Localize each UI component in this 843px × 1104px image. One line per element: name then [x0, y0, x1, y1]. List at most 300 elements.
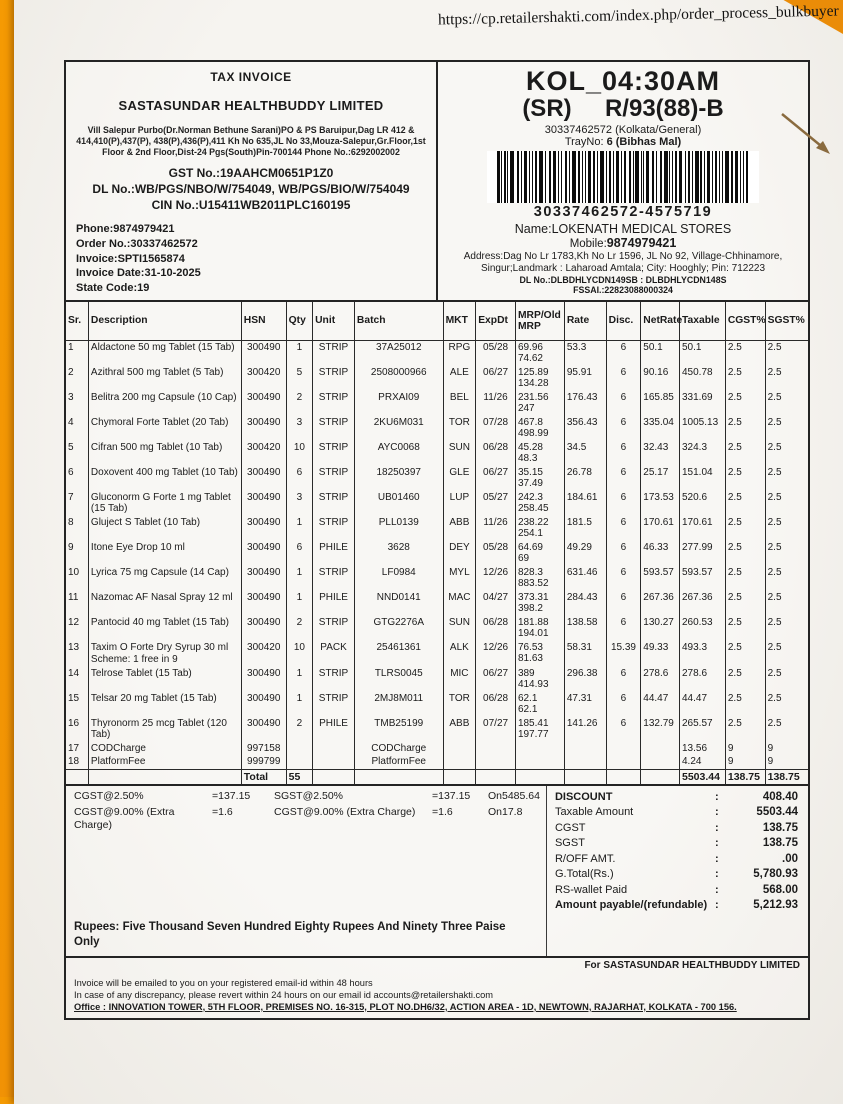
cell-sgst: 2.5	[765, 340, 808, 366]
cell-cgst: 2.5	[725, 416, 765, 441]
cell-mkt: TOR	[443, 416, 476, 441]
item-row-11	[66, 591, 808, 616]
signature-line: For SASTASUNDAR HEALTHBUDDY LIMITED	[584, 959, 800, 971]
cell-netrate: 173.53	[641, 491, 680, 516]
cell-disc: 6	[606, 416, 641, 441]
cell-cgst: 2.5	[725, 466, 765, 491]
cell-mrp: 231.56 247	[515, 391, 564, 416]
col-header-mkt: MKT	[443, 302, 476, 340]
cell-netrate: 46.33	[641, 541, 680, 566]
total-line-taxable-amount	[555, 806, 798, 818]
colon-separator: :	[714, 883, 719, 896]
total-line-value: 408.40	[762, 790, 798, 803]
cell-sgst: 2.5	[765, 566, 808, 591]
cell-unit: STRIP	[313, 340, 355, 366]
cell-batch: AYC0068	[354, 441, 443, 466]
tray-label: TrayNo:	[564, 136, 607, 148]
cell-sr: 2	[68, 366, 74, 378]
cell-mkt	[443, 755, 476, 769]
total-line-value: 138.75	[762, 821, 798, 834]
cell-sgst: 2.5	[765, 692, 808, 717]
cell-mkt	[443, 742, 476, 756]
tax-breakdown-block	[66, 786, 546, 956]
cell-desc: Gluconorm G Forte 1 mg Tablet (15 Tab)	[88, 491, 241, 516]
cell-hsn: 300490	[241, 717, 286, 742]
cell-mrp: 35.15 37.49	[515, 466, 564, 491]
total-qty: 55	[286, 769, 312, 784]
cell-taxable: 170.61	[680, 516, 726, 541]
cell-qty: 1	[286, 692, 312, 717]
cell-batch: 3628	[354, 541, 443, 566]
total-line-label: CGST	[554, 821, 586, 834]
invoice-border-box	[64, 60, 810, 1020]
cell-disc: 6	[606, 516, 641, 541]
cell-unit: STRIP	[313, 416, 355, 441]
cell-mrp: 62.1 62.1	[515, 692, 564, 717]
total-line-rs-wallet-paid	[555, 884, 798, 896]
cell-desc: Cifran 500 mg Tablet (10 Tab)	[88, 441, 241, 466]
colon-separator: :	[714, 821, 719, 834]
cell-mkt: MYL	[443, 566, 476, 591]
tax-breakdown-item: =1.6	[432, 806, 453, 819]
cell-netrate: 44.47	[641, 692, 680, 717]
cell-cgst: 2.5	[725, 391, 765, 416]
cell-netrate: 267.36	[641, 591, 680, 616]
cell-rate: 184.61	[564, 491, 606, 516]
cell-batch: CODCharge	[354, 742, 443, 756]
cell-sr: 4	[68, 416, 74, 428]
total-line-label: G.Total(Rs.)	[554, 868, 614, 881]
summary-section	[66, 784, 808, 956]
cell-qty: 1	[286, 516, 312, 541]
cell-mrp: 828.3 883.52	[515, 566, 564, 591]
cell-cgst: 2.5	[725, 717, 765, 742]
col-header-sr-: Sr.	[66, 302, 88, 340]
cell-empty	[476, 769, 516, 784]
cell-netrate: 130.27	[641, 616, 680, 641]
cell-sr: 10	[68, 566, 80, 578]
cell-batch: NND0141	[354, 591, 443, 616]
tax-breakdown-item: CGST@9.00% (Extra Charge)	[74, 806, 175, 831]
cell-desc: CODCharge	[88, 742, 241, 756]
cell-cgst: 2.5	[725, 366, 765, 391]
cell-exp: 12/26	[476, 566, 516, 591]
cell-mkt: ALE	[443, 366, 476, 391]
item-row-12	[66, 616, 808, 641]
cell-exp: 11/26	[476, 516, 516, 541]
cell-netrate	[641, 755, 680, 769]
cell-unit	[313, 742, 355, 756]
col-header-sgst-: SGST%	[765, 302, 808, 340]
colon-separator: :	[714, 837, 719, 850]
total-line-value: 5,212.93	[753, 899, 798, 912]
cell-taxable: 44.47	[680, 692, 726, 717]
cell-mrp: 64.69 69	[515, 541, 564, 566]
cell-netrate	[641, 742, 680, 756]
cell-desc: Doxovent 400 mg Tablet (10 Tab)	[88, 466, 241, 491]
cell-empty	[313, 769, 355, 784]
total-label: Total	[241, 769, 286, 784]
barcode-image	[487, 151, 759, 203]
cell-desc: Chymoral Forte Tablet (20 Tab)	[88, 416, 241, 441]
cell-mrp: 373.31 398.2	[515, 591, 564, 616]
cell-taxable: 520.6	[680, 491, 726, 516]
cell-hsn: 300490	[241, 566, 286, 591]
tax-invoice-title: TAX INVOICE	[210, 70, 292, 84]
cell-unit: STRIP	[313, 366, 355, 391]
cell-netrate: 170.61	[641, 516, 680, 541]
cell-cgst: 2.5	[725, 566, 765, 591]
cell-mrp: 185.41 197.77	[515, 717, 564, 742]
cell-exp: 05/27	[476, 491, 516, 516]
barcode-number: 30337462572-4575719	[533, 204, 713, 220]
item-row-15	[66, 692, 808, 717]
cell-sgst: 2.5	[765, 717, 808, 742]
cell-batch: 2MJ8M011	[354, 692, 443, 717]
totals-block	[546, 786, 808, 956]
cell-rate: 296.38	[564, 667, 606, 692]
cell-empty	[641, 769, 680, 784]
cell-disc: 6	[606, 466, 641, 491]
total-line-sgst	[555, 837, 798, 849]
cell-rate: 34.5	[564, 441, 606, 466]
cell-disc: 6	[606, 566, 641, 591]
cell-qty: 10	[286, 641, 312, 667]
cell-disc: 6	[606, 391, 641, 416]
customer-mobile	[438, 236, 808, 250]
cell-hsn: 300490	[241, 340, 286, 366]
item-row-6	[66, 466, 808, 491]
cell-batch: PlatformFee	[354, 755, 443, 769]
total-line-label: SGST	[554, 837, 585, 850]
colon-separator: :	[714, 806, 719, 819]
cell-disc	[606, 755, 641, 769]
invoice-paper	[14, 0, 843, 1104]
cell-batch: 25461361	[354, 641, 443, 667]
cell-rate	[564, 742, 606, 756]
cell-qty: 10	[286, 441, 312, 466]
cell-desc: Belitra 200 mg Capsule (10 Cap)	[88, 391, 241, 416]
cell-unit: STRIP	[313, 667, 355, 692]
total-line-label: Taxable Amount	[554, 806, 634, 819]
customer-fssai: FSSAI.:22823088000324	[573, 285, 673, 296]
shipping-label-block	[438, 62, 808, 300]
total-line-label: RS-wallet Paid	[554, 883, 628, 896]
cell-hsn: 300490	[241, 591, 286, 616]
cell-sr: 3	[68, 391, 74, 403]
cell-mkt: SUN	[443, 616, 476, 641]
item-row-16	[66, 717, 808, 742]
seller-cin: CIN No.:U15411WB2011PLC160195	[151, 197, 351, 212]
cell-desc: Telsar 20 mg Tablet (15 Tab)	[88, 692, 241, 717]
invoice-footer	[66, 956, 808, 1018]
item-row-10	[66, 566, 808, 591]
total-line-cgst	[555, 822, 798, 834]
tax-breakdown-grid	[74, 790, 540, 832]
cell-desc: Aldactone 50 mg Tablet (15 Tab)	[88, 340, 241, 366]
cell-qty: 2	[286, 616, 312, 641]
cell-hsn: 300490	[241, 541, 286, 566]
tax-breakdown-item: =137.15	[432, 789, 471, 802]
cell-qty	[286, 755, 312, 769]
cell-unit: STRIP	[313, 516, 355, 541]
cell-sr: 1	[68, 341, 74, 353]
tax-breakdown-item: On17.8	[488, 806, 523, 819]
cell-sgst: 9	[765, 755, 808, 769]
cell-hsn: 300490	[241, 391, 286, 416]
cell-exp	[476, 742, 516, 756]
cell-batch: TMB25199	[354, 717, 443, 742]
cell-taxable: 50.1	[680, 340, 726, 366]
cell-batch: GTG2276A	[354, 616, 443, 641]
cell-sgst: 2.5	[765, 391, 808, 416]
cell-disc	[606, 742, 641, 756]
cell-desc: Thyronorm 25 mcg Tablet (120 Tab)	[88, 717, 241, 742]
browser-print-url: https://cp.retailershakti.com/index.php/order_process_bulkbuyer	[438, 2, 840, 29]
total-line-r-off-amt-	[555, 853, 798, 865]
cell-disc: 6	[606, 366, 641, 391]
cell-qty: 2	[286, 391, 312, 416]
cell-mkt: TOR	[443, 692, 476, 717]
cell-taxable: 450.78	[680, 366, 726, 391]
cell-empty	[66, 769, 88, 784]
cell-cgst: 2.5	[725, 616, 765, 641]
cell-netrate: 50.1	[641, 340, 680, 366]
cell-batch: PLL0139	[354, 516, 443, 541]
customer-dl: DL No.:DLBDHLYCDN149SB : DLBDHLYCDN148S	[519, 275, 727, 286]
cell-exp: 04/27	[476, 591, 516, 616]
cell-cgst: 2.5	[725, 667, 765, 692]
cell-exp: 06/27	[476, 667, 516, 692]
cell-rate: 356.43	[564, 416, 606, 441]
cell-rate: 138.58	[564, 616, 606, 641]
cell-unit: STRIP	[313, 566, 355, 591]
item-row-13	[66, 641, 808, 667]
items-table-header-row	[66, 302, 808, 340]
cell-hsn: 997158	[241, 742, 286, 756]
cell-desc: Gluject S Tablet (10 Tab)	[88, 516, 241, 541]
colon-separator: :	[714, 852, 719, 865]
cell-rate: 53.3	[564, 340, 606, 366]
cell-taxable: 277.99	[680, 541, 726, 566]
cell-cgst: 9	[725, 755, 765, 769]
cell-sgst: 2.5	[765, 541, 808, 566]
cell-qty: 3	[286, 416, 312, 441]
cell-sr: 9	[68, 541, 74, 553]
seller-dl: DL No.:WB/PGS/NBO/W/754049, WB/PGS/BIO/W/754049	[92, 181, 410, 196]
cell-batch: 37A25012	[354, 340, 443, 366]
col-header-unit: Unit	[313, 302, 355, 340]
footer-note-1: Invoice will be emailed to you on your registered email-id within 48 hours	[74, 977, 373, 988]
cell-desc: PlatformFee	[88, 755, 241, 769]
cell-unit: STRIP	[313, 441, 355, 466]
cell-mkt: DEY	[443, 541, 476, 566]
cell-rate: 176.43	[564, 391, 606, 416]
cell-desc: Lyrica 75 mg Capsule (14 Cap)	[88, 566, 241, 591]
col-header-cgst-: CGST%	[725, 302, 765, 340]
tax-breakdown-item: CGST@2.50%	[74, 789, 144, 802]
cell-netrate: 32.43	[641, 441, 680, 466]
cell-hsn: 300490	[241, 491, 286, 516]
cell-qty: 6	[286, 541, 312, 566]
cell-unit: STRIP	[313, 491, 355, 516]
cell-empty	[564, 769, 606, 784]
cell-sr: 5	[68, 441, 74, 453]
total-line-amount-payable-refundable-	[555, 899, 798, 911]
total-cgst: 138.75	[725, 769, 765, 784]
cell-rate: 631.46	[564, 566, 606, 591]
cell-sr: 11	[68, 591, 79, 603]
cell-hsn: 300490	[241, 616, 286, 641]
cell-qty: 1	[286, 667, 312, 692]
invoice-meta	[76, 222, 426, 296]
cell-batch: PRXAI09	[354, 391, 443, 416]
total-line-label: DISCOUNT	[554, 790, 613, 803]
cell-batch: UB01460	[354, 491, 443, 516]
cell-mkt: ABB	[443, 516, 476, 541]
cell-netrate: 335.04	[641, 416, 680, 441]
cell-sr: 6	[68, 466, 74, 478]
cell-unit: PHILE	[313, 591, 355, 616]
tray-value: 6 (Bibhas Mal)	[606, 136, 682, 148]
cell-cgst: 2.5	[725, 541, 765, 566]
cell-rate: 95.91	[564, 366, 606, 391]
item-row-5	[66, 441, 808, 466]
tax-breakdown-item: CGST@9.00% (Extra Charge)	[274, 806, 416, 819]
cell-netrate: 165.85	[641, 391, 680, 416]
cell-rate: 181.5	[564, 516, 606, 541]
cell-unit: PHILE	[313, 717, 355, 742]
tax-breakdown-item: On5485.64	[488, 789, 540, 802]
tax-breakdown-item: SGST@2.50%	[274, 789, 344, 802]
cell-taxable: 151.04	[680, 466, 726, 491]
cell-taxable: 260.53	[680, 616, 726, 641]
cell-unit: PACK	[313, 641, 355, 667]
colon-separator: :	[714, 790, 719, 803]
cell-exp: 07/27	[476, 717, 516, 742]
cell-empty	[443, 769, 476, 784]
cell-desc: Azithral 500 mg Tablet (5 Tab)	[88, 366, 241, 391]
cell-exp: 06/27	[476, 466, 516, 491]
col-header-disc-: Disc.	[606, 302, 641, 340]
amount-in-words: Rupees: Five Thousand Seven Hundred Eighty Rupees And Ninety Three Paise Only	[74, 920, 506, 948]
cell-mkt: RPG	[443, 340, 476, 366]
cell-rate: 284.43	[564, 591, 606, 616]
cell-cgst: 2.5	[725, 491, 765, 516]
cell-exp: 06/27	[476, 366, 516, 391]
cell-batch: 2508000966	[354, 366, 443, 391]
col-header-qty: Qty	[286, 302, 312, 340]
total-line-value: .00	[782, 852, 798, 865]
cell-taxable: 13.56	[680, 742, 726, 756]
cell-sgst: 2.5	[765, 641, 808, 667]
cell-mrp: 467.8 498.99	[515, 416, 564, 441]
col-header-taxable: Taxable	[680, 302, 726, 340]
total-line-value: 5503.44	[756, 806, 798, 819]
cell-desc: Pantocid 40 mg Tablet (15 Tab)	[88, 616, 241, 641]
cell-taxable: 1005.13	[680, 416, 726, 441]
cell-hsn: 300420	[241, 366, 286, 391]
col-header-hsn: HSN	[241, 302, 286, 340]
cell-hsn: 300490	[241, 692, 286, 717]
cell-mrp: 238.22 254.1	[515, 516, 564, 541]
cell-rate	[564, 755, 606, 769]
cell-netrate: 593.57	[641, 566, 680, 591]
invoice-header	[66, 62, 808, 302]
cell-sr: 7	[68, 491, 74, 503]
cell-mkt: BEL	[443, 391, 476, 416]
cell-taxable: 278.6	[680, 667, 726, 692]
cell-unit	[313, 755, 355, 769]
cell-mrp: 45.28 48.3	[515, 441, 564, 466]
cell-exp: 07/28	[476, 416, 516, 441]
cell-rate: 141.26	[564, 717, 606, 742]
cell-empty	[606, 769, 641, 784]
order-ref: 30337462572 (Kolkata/General)	[544, 124, 702, 136]
item-row-1	[66, 340, 808, 366]
cell-hsn: 999799	[241, 755, 286, 769]
cell-batch: 18250397	[354, 466, 443, 491]
col-header-mrp-old-mrp: MRP/Old MRP	[515, 302, 564, 340]
cell-cgst: 2.5	[725, 441, 765, 466]
cell-cgst: 9	[725, 742, 765, 756]
cell-empty	[354, 769, 443, 784]
total-line-label: R/OFF AMT.	[554, 852, 616, 865]
seller-block	[66, 62, 438, 300]
cell-desc: Itone Eye Drop 10 ml	[88, 541, 241, 566]
invoice-number: Invoice:SPTI1565874	[76, 252, 185, 265]
cell-qty: 1	[286, 340, 312, 366]
cell-desc: Telrose Tablet (15 Tab)	[88, 667, 241, 692]
cell-mrp: 181.88 194.01	[515, 616, 564, 641]
cell-mrp: 389 414.93	[515, 667, 564, 692]
cell-disc: 6	[606, 491, 641, 516]
seller-company-name: SASTASUNDAR HEALTHBUDDY LIMITED	[118, 98, 384, 113]
total-line-value: 5,780.93	[753, 868, 798, 881]
cell-empty	[88, 769, 241, 784]
cell-cgst: 2.5	[725, 340, 765, 366]
item-row-2	[66, 366, 808, 391]
cell-sgst: 2.5	[765, 591, 808, 616]
cell-mkt: MAC	[443, 591, 476, 616]
col-header-expdt: ExpDt	[476, 302, 516, 340]
cell-cgst: 2.5	[725, 641, 765, 667]
cell-mrp	[515, 755, 564, 769]
cell-batch: TLRS0045	[354, 667, 443, 692]
cell-sr: 15	[68, 692, 80, 704]
cell-unit: PHILE	[313, 541, 355, 566]
cell-mkt: ABB	[443, 717, 476, 742]
cell-mkt: MIC	[443, 667, 476, 692]
cell-taxable: 324.3	[680, 441, 726, 466]
cell-disc: 6	[606, 616, 641, 641]
cell-hsn: 300490	[241, 667, 286, 692]
cell-netrate: 49.33	[641, 641, 680, 667]
total-taxable: 5503.44	[680, 769, 726, 784]
col-header-rate: Rate	[564, 302, 606, 340]
items-table	[66, 302, 808, 784]
cell-netrate: 278.6	[641, 667, 680, 692]
cell-sr: 16	[68, 717, 80, 729]
cell-sr: 12	[68, 616, 80, 628]
cell-mkt: LUP	[443, 491, 476, 516]
cell-cgst: 2.5	[725, 516, 765, 541]
items-total-row	[66, 769, 808, 784]
cell-unit: STRIP	[313, 692, 355, 717]
cell-mkt: GLE	[443, 466, 476, 491]
cell-netrate: 25.17	[641, 466, 680, 491]
order-number: Order No.:30337462572	[76, 237, 198, 250]
